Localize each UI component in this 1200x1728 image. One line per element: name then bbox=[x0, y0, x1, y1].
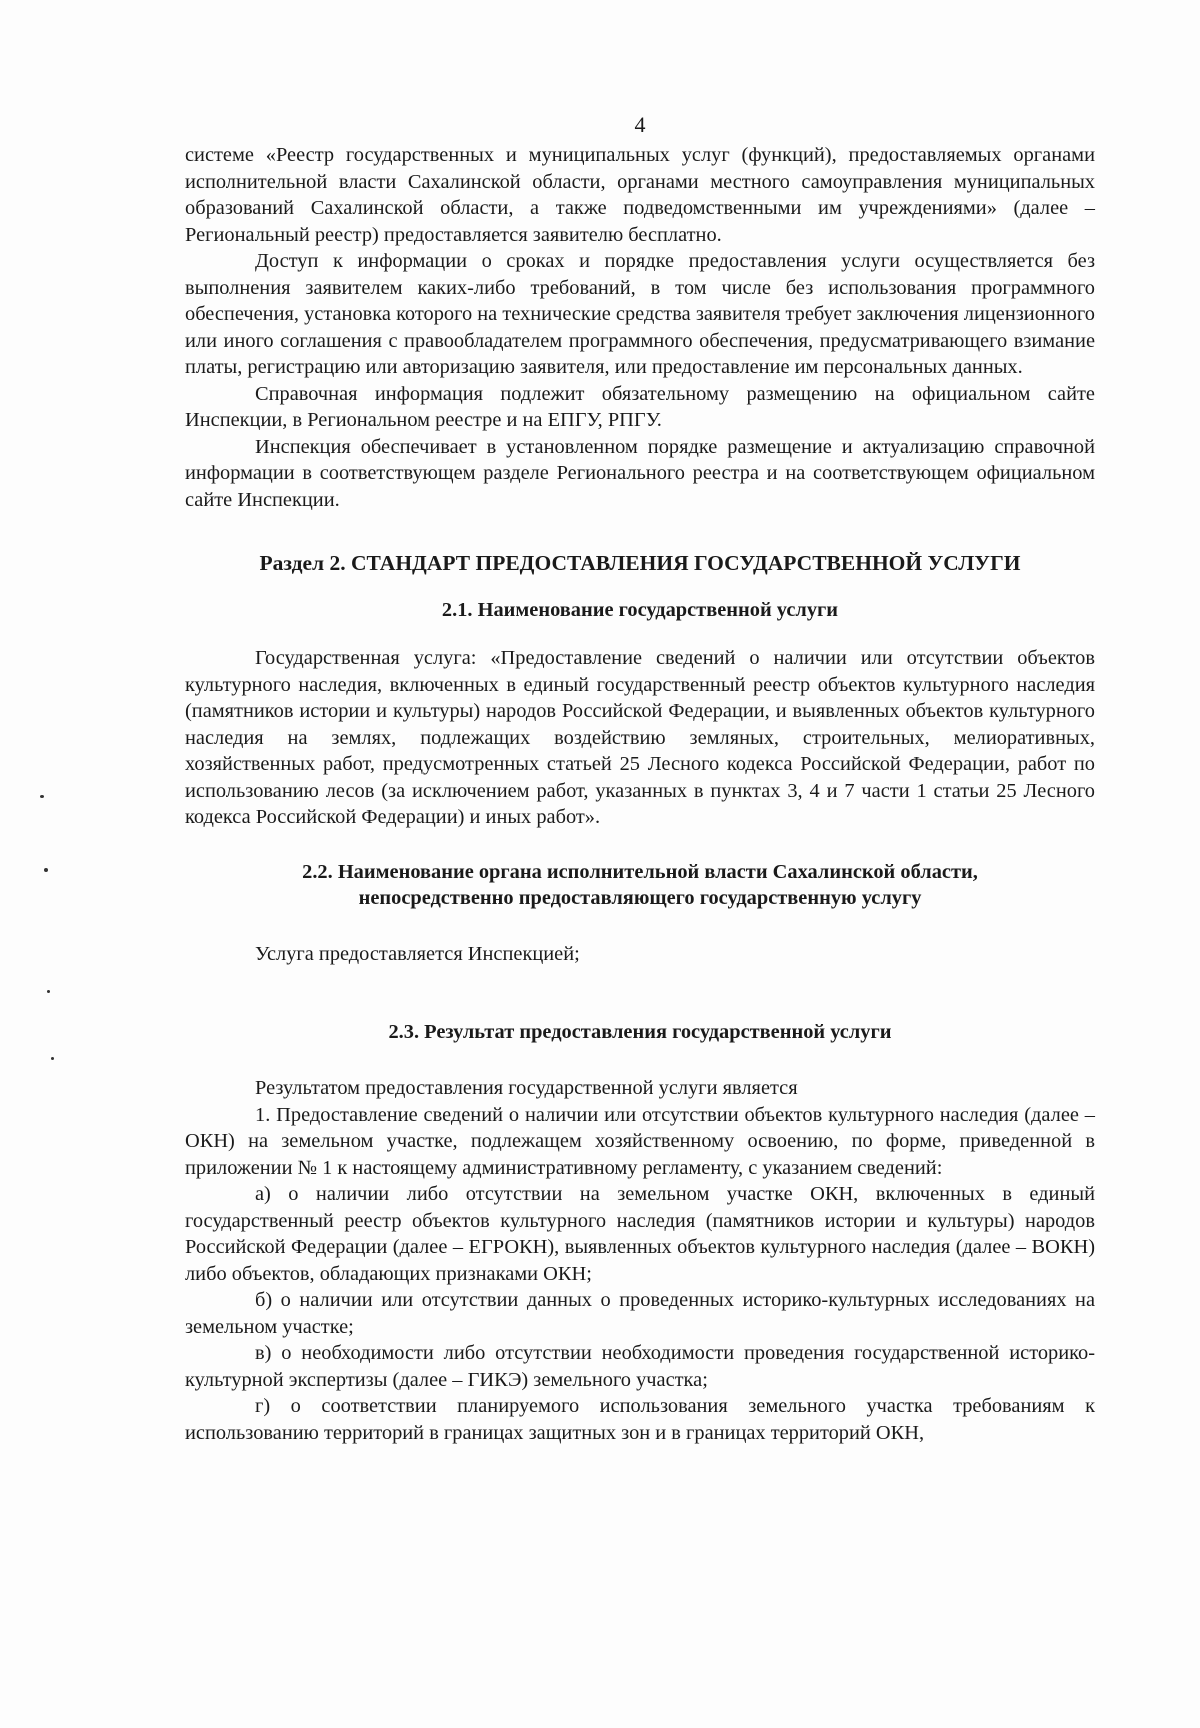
list-item-v: в) о необходимости либо отсутствии необходимости проведения государственной историко-культурной экспертизы (далее – ГИКЭ) земельного участка; bbox=[185, 1342, 1095, 1391]
scan-speck bbox=[51, 1057, 54, 1060]
paragraph-service-name: Государственная услуга: «Предоставление сведений о наличии или отсутствии объектов культурного наследия, включенных в единый государственный реестр объектов культурного наследия (памятников истории и культуры) народов Российской Федерации, и выявленных объектов культурного наследия на землях, подлежащих воздействию земляных, строительных, мелиоративных, хозяйственных работ, предусмотренных статьей 25 Лесного кодекса Российской Федерации, работ по использованию лесов (за исключением работ, указанных в пунктах 3, 4 и 7 части 1 статьи 25 Лесного кодекса Российской Федерации) и иных работ». bbox=[185, 647, 1095, 828]
scan-speck bbox=[44, 868, 48, 872]
list-item-b: б) о наличии или отсутствии данных о проведенных историко-культурных исследованиях на земельном участке; bbox=[185, 1289, 1095, 1338]
list-item-a: а) о наличии либо отсутствии на земельном участке ОКН, включенных в единый государственный реестр объектов культурного наследия (памятников истории и культуры) народов Российской Федерации (далее – ЕГРОКН), выявленных объектов культурного наследия (далее – ВОКН) либо объектов, обладающих признаками ОКН; bbox=[185, 1183, 1095, 1285]
list-item-g: г) о соответствии планируемого использования земельного участка требованиям к использованию территорий в границах защитных зон и в границах территорий ОКН, bbox=[185, 1395, 1095, 1444]
subsection-title-2-2-line2: непосредственно предоставляющего государственную услугу bbox=[358, 886, 922, 909]
document-body bbox=[185, 142, 1095, 1446]
scan-speck bbox=[47, 990, 50, 993]
list-item-1: 1. Предоставление сведений о наличии или отсутствии объектов культурного наследия (далее – ОКН) на земельном участке, подлежащем хозяйственному освоению, по форме, приведенной в приложении № 1 к настоящему административному регламенту, с указанием сведений: bbox=[185, 1103, 1095, 1179]
paragraph-access-info: Доступ к информации о сроках и порядке предоставления услуги осуществляется без выполнения заявителем каких-либо требований, в том числе без использования программного обеспечения, установка которого на технические средства заявителя требует заключения лицензионного или иного соглашения с правообладателем программного обеспечения, предусматривающего взимание платы, регистрацию или авторизацию заявителя, или предоставление им персональных данных. bbox=[185, 250, 1095, 378]
subsection-title-2-1: 2.1. Наименование государственной услуги bbox=[441, 599, 839, 621]
scan-speck bbox=[40, 795, 44, 798]
paragraph-inspection-updates: Инспекция обеспечивает в установленном порядке размещение и актуализацию справочной информации в соответствующем разделе Регионального реестра и на соответствующем официальном сайте Инспекции. bbox=[185, 435, 1095, 511]
page-number: 4 bbox=[634, 112, 646, 137]
section-title: Раздел 2. СТАНДАРТ ПРЕДОСТАВЛЕНИЯ ГОСУДАРСТВЕННОЙ УСЛУГИ bbox=[259, 551, 1021, 575]
subsection-title-2-3: 2.3. Результат предоставления государственной услуги bbox=[388, 1021, 892, 1043]
paragraph-result-lead: Результатом предоставления государственной услуги является bbox=[255, 1077, 798, 1099]
subsection-title-2-2 bbox=[185, 859, 1095, 911]
paragraph-reference-info: Справочная информация подлежит обязательному размещению на официальном сайте Инспекции, в Региональном реестре и на ЕПГУ, РПГУ. bbox=[185, 382, 1095, 431]
subsection-title-2-2-line1: 2.2. Наименование органа исполнительной власти Сахалинской области, bbox=[302, 860, 978, 883]
paragraph-service-provider: Услуга предоставляется Инспекцией; bbox=[255, 942, 580, 965]
paragraph-registry-continuation: системе «Реестр государственных и муниципальных услуг (функций), предоставляемых органами исполнительной власти Сахалинской области, органами местного самоуправления муниципальных образований Сахалинской области, а также подведомственными им учреждениями» (далее – Региональный реестр) предоставляется заявителю бесплатно. bbox=[185, 144, 1095, 246]
